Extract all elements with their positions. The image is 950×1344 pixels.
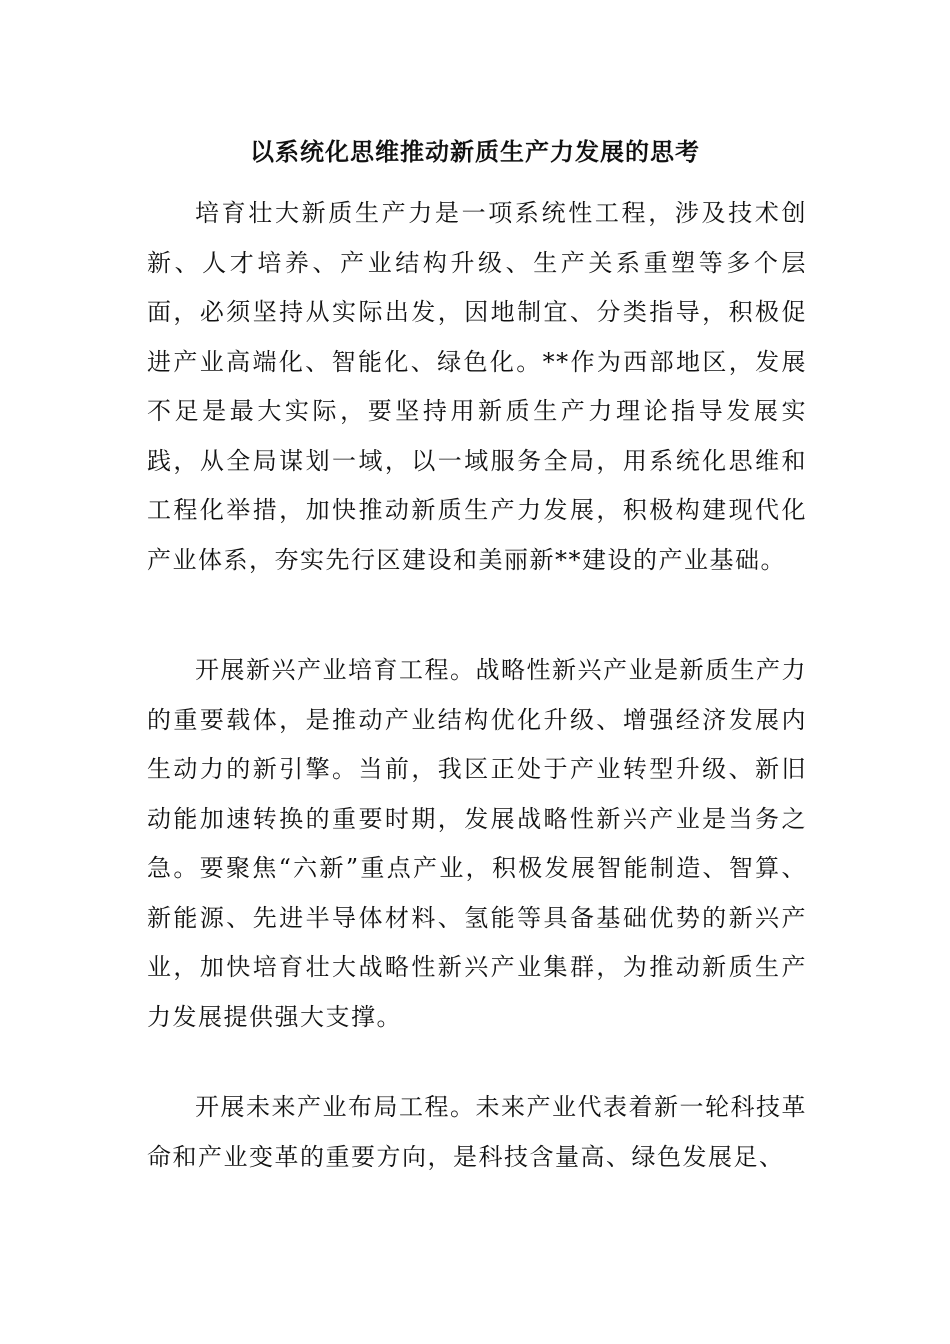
paragraph-future-industries: 开展未来产业布局工程。未来产业代表着新一轮科技革命和产业变革的重要方向，是科技含量高、绿色发展足、 [147, 1093, 807, 1171]
paragraph-intro: 培育壮大新质生产力是一项系统性工程，涉及技术创新、人才培养、产业结构升级、生产关系重塑等多个层面，必须坚持从实际出发，因地制宜、分类指导，积极促进产业高端化、智能化、绿色化。**作为西部地区，发展不足是最大实际，要坚持用新质生产力理论指导发展实践，从全局谋划一域，以一域服务全局，用系统化思维和工程化举措，加快推动新质生产力发展，积极构建现代化产业体系，夯实先行区建设和美丽新**建设的产业基础。 [147, 199, 807, 574]
document-title: 以系统化思维推动新质生产力发展的思考 [250, 137, 700, 166]
paragraph-emerging-industries: 开展新兴产业培育工程。战略性新兴产业是新质生产力的重要载体，是推动产业结构优化升级、增强经济发展内生动力的新引擎。当前，我区正处于产业转型升级、新旧动能加速转换的重要时期，发展战略性新兴产业是当务之急。要聚焦“六新”重点产业，积极发展智能制造、智算、新能源、先进半导体材料、氢能等具备基础优势的新兴产业，加快培育壮大战略性新兴产业集群，为推动新质生产力发展提供强大支撑。 [147, 656, 807, 1031]
